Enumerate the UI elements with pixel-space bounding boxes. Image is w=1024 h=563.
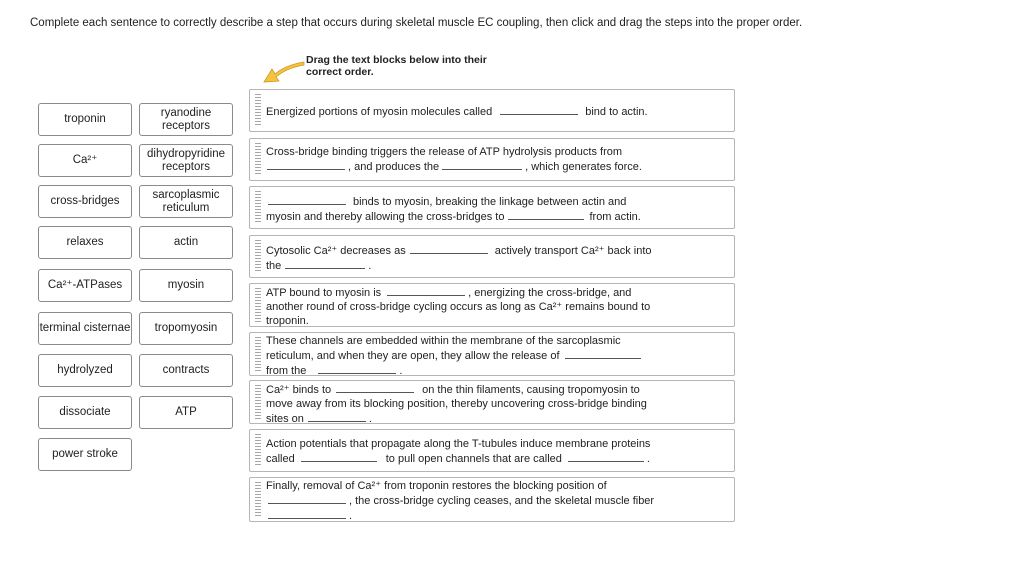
step-block-6[interactable]: These channels are embedded within the membrane of the sarcoplasmic reticulum, and when they are open, they allow the release of from the . bbox=[249, 332, 735, 376]
step-block-5[interactable]: ATP bound to myosin is , energizing the cross-bridge, and another round of cross-bridge cycling occurs as long as Ca²⁺ remains bound to troponin. bbox=[249, 283, 735, 327]
blank-slot[interactable] bbox=[301, 451, 377, 462]
word-myosin[interactable]: myosin bbox=[139, 269, 233, 302]
blank-slot[interactable] bbox=[568, 451, 644, 462]
blank-slot[interactable] bbox=[285, 258, 365, 269]
word-cross-bridges[interactable]: cross-bridges bbox=[38, 185, 132, 218]
blank-slot[interactable] bbox=[336, 382, 414, 393]
drag-grip-icon bbox=[255, 337, 261, 371]
drag-grip-icon bbox=[255, 385, 261, 419]
word-dissociate[interactable]: dissociate bbox=[38, 396, 132, 429]
blank-slot[interactable] bbox=[508, 209, 584, 220]
word-dihydropyridine-receptors[interactable]: dihydropyridine receptors bbox=[139, 144, 233, 177]
step-block-2[interactable]: Cross-bridge binding triggers the release of ATP hydrolysis products from , and produces the , which generates force. bbox=[249, 138, 735, 181]
word-hydrolyzed[interactable]: hydrolyzed bbox=[38, 354, 132, 387]
blank-slot[interactable] bbox=[268, 493, 346, 504]
word-actin[interactable]: actin bbox=[139, 226, 233, 259]
blank-slot[interactable] bbox=[268, 508, 346, 519]
drag-grip-icon bbox=[255, 191, 261, 224]
word-calcium[interactable]: Ca²⁺ bbox=[38, 144, 132, 177]
blank-slot[interactable] bbox=[410, 243, 488, 254]
drag-hint-text: Drag the text blocks below into their correct order. bbox=[306, 54, 487, 78]
word-ryanodine-receptors[interactable]: ryanodine receptors bbox=[139, 103, 233, 136]
drag-grip-icon bbox=[255, 240, 261, 273]
step-block-1[interactable]: Energized portions of myosin molecules called bind to actin. bbox=[249, 89, 735, 132]
drag-grip-icon bbox=[255, 143, 261, 176]
blank-slot[interactable] bbox=[387, 285, 465, 296]
word-contracts[interactable]: contracts bbox=[139, 354, 233, 387]
drag-hint-arrow-icon bbox=[262, 58, 306, 84]
blank-slot[interactable] bbox=[500, 104, 578, 115]
blank-slot[interactable] bbox=[308, 411, 366, 422]
word-atp[interactable]: ATP bbox=[139, 396, 233, 429]
drag-grip-icon bbox=[255, 288, 261, 322]
word-tropomyosin[interactable]: tropomyosin bbox=[139, 312, 233, 345]
step-block-7[interactable]: Ca²⁺ binds to on the thin filaments, causing tropomyosin to move away from its blocking position, thereby uncovering cross-bridge binding sites on . bbox=[249, 380, 735, 424]
drag-grip-icon bbox=[255, 482, 261, 517]
blank-slot[interactable] bbox=[267, 159, 345, 170]
step-block-8[interactable]: Action potentials that propagate along the T-tubules induce membrane proteins called to pull open channels that are called . bbox=[249, 429, 735, 472]
drag-grip-icon bbox=[255, 94, 261, 127]
word-terminal-cisternae[interactable]: terminal cisternae bbox=[38, 312, 132, 345]
word-power-stroke[interactable]: power stroke bbox=[38, 438, 132, 471]
instruction-text: Complete each sentence to correctly describe a step that occurs during skeletal muscle EC coupling, then click and drag the steps into the proper order. bbox=[30, 17, 803, 29]
blank-slot[interactable] bbox=[318, 363, 396, 374]
word-sarcoplasmic-reticulum[interactable]: sarcoplasmic reticulum bbox=[139, 185, 233, 218]
step-block-9[interactable]: Finally, removal of Ca²⁺ from troponin restores the blocking position of , the cross-bridge cycling ceases, and the skeletal muscle fiber . bbox=[249, 477, 735, 522]
step-block-3[interactable]: binds to myosin, breaking the linkage between actin and myosin and thereby allowing the cross-bridges to from actin. bbox=[249, 186, 735, 229]
blank-slot[interactable] bbox=[565, 348, 641, 359]
drag-grip-icon bbox=[255, 434, 261, 467]
word-relaxes[interactable]: relaxes bbox=[38, 226, 132, 259]
step-block-4[interactable]: Cytosolic Ca²⁺ decreases as actively transport Ca²⁺ back into the . bbox=[249, 235, 735, 278]
blank-slot[interactable] bbox=[268, 194, 346, 205]
blank-slot[interactable] bbox=[442, 159, 522, 170]
word-troponin[interactable]: troponin bbox=[38, 103, 132, 136]
word-ca-atpases[interactable]: Ca²⁺-ATPases bbox=[38, 269, 132, 302]
